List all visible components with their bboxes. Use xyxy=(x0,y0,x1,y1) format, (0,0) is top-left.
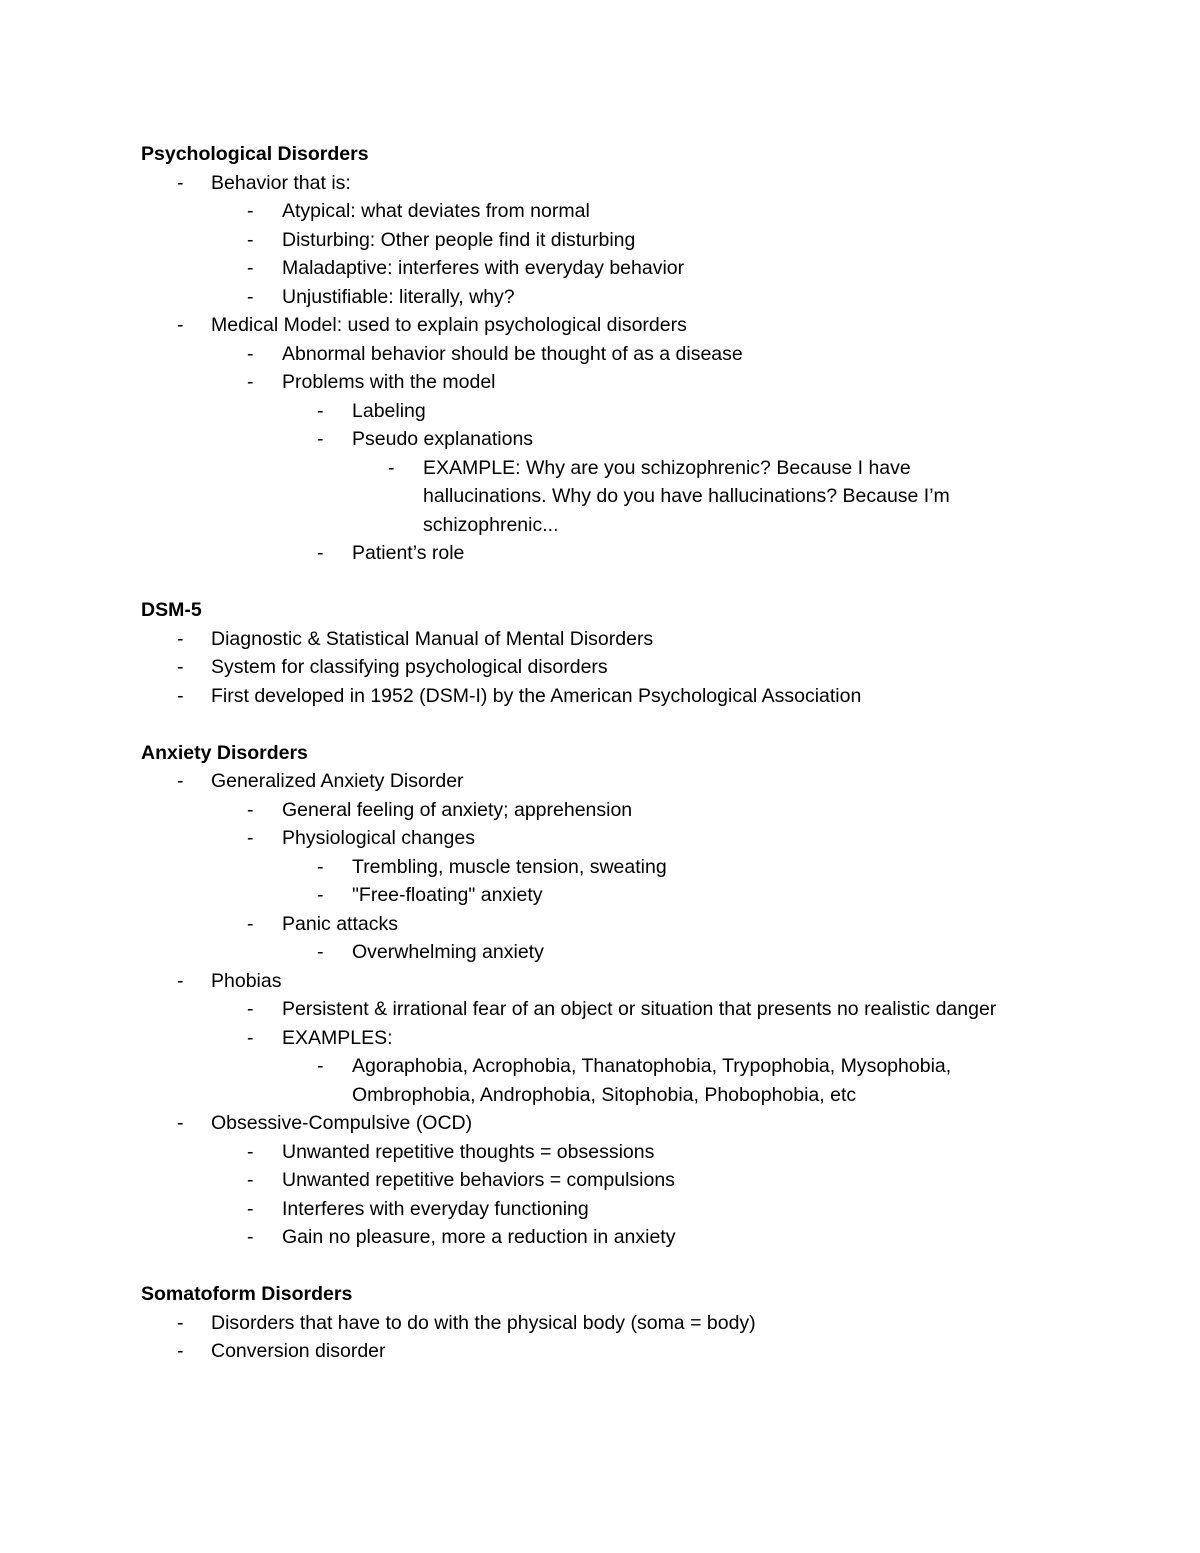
bullet-dash: - xyxy=(247,912,254,935)
list-item xyxy=(141,1138,1041,1167)
list-item-text: Trembling, muscle tension, sweating xyxy=(352,855,667,878)
bullet-dash: - xyxy=(177,770,184,792)
list-item xyxy=(141,653,1041,682)
document-page xyxy=(141,140,1041,1366)
bullet-dash: - xyxy=(177,1340,184,1362)
list-item-text: Atypical: what deviates from normal xyxy=(282,200,590,222)
list-item-text: Maladaptive: interferes with everyday behavior xyxy=(282,257,685,279)
list-item-text: Interferes with everyday functioning xyxy=(282,1197,589,1220)
list-item-text: Generalized Anxiety Disorder xyxy=(211,770,464,792)
bullet-dash: - xyxy=(247,1169,254,1191)
list-item-text: Panic attacks xyxy=(282,912,398,935)
section-heading: Psychological Disorders xyxy=(141,143,369,165)
section-heading: Anxiety Disorders xyxy=(141,741,308,764)
bullet-dash: - xyxy=(247,228,254,251)
bullet-dash: - xyxy=(177,656,184,678)
list-item-text: Physiological changes xyxy=(282,827,475,849)
bullet-dash: - xyxy=(317,542,324,564)
list-item-text: Pseudo explanations xyxy=(352,428,534,450)
bullet-dash: - xyxy=(317,399,324,422)
list-item xyxy=(141,1052,1041,1109)
list-item xyxy=(141,625,1041,654)
list-item xyxy=(141,397,1041,426)
list-item-text: Medical Model: used to explain psychological disorders xyxy=(211,314,687,336)
bullet-dash: - xyxy=(247,1197,254,1220)
list-item-text: Overwhelming anxiety xyxy=(352,941,544,963)
bullet-dash: - xyxy=(177,969,184,992)
section xyxy=(141,140,1041,568)
list-item xyxy=(141,197,1041,226)
list-item-text: Obsessive-Compulsive (OCD) xyxy=(211,1112,473,1134)
list-item xyxy=(141,682,1041,711)
list-item-text: Unwanted repetitive behaviors = compulsions xyxy=(282,1169,675,1191)
list-item xyxy=(141,1166,1041,1195)
list-item xyxy=(141,767,1041,796)
bullet-dash: - xyxy=(177,684,184,707)
list-item xyxy=(141,796,1041,825)
list-item xyxy=(141,226,1041,255)
list-item-text: Abnormal behavior should be thought of as a disease xyxy=(282,342,743,365)
list-item-text: Agoraphobia, Acrophobia, Thanatophobia, Trypophobia, Mysophobia, Ombrophobia, Androphobia, Sitophobia, Phobophobia, etc xyxy=(352,1055,952,1106)
list-item xyxy=(141,539,1041,568)
section xyxy=(141,739,1041,1252)
list-item xyxy=(141,1337,1041,1366)
bullet-dash: - xyxy=(247,200,254,222)
bullet-dash: - xyxy=(247,1026,254,1049)
list-item-text: "Free-floating" anxiety xyxy=(352,884,543,906)
list-item xyxy=(141,169,1041,198)
list-item xyxy=(141,910,1041,939)
bullet-dash: - xyxy=(317,884,324,906)
list-item-text: Patient’s role xyxy=(352,542,465,564)
list-item-text: EXAMPLE: Why are you schizophrenic? Because I have hallucinations. Why do you have hallucinations? Because I’m schizophrenic... xyxy=(423,456,950,536)
list-item xyxy=(141,853,1041,882)
bullet-dash: - xyxy=(317,941,324,963)
bullet-dash: - xyxy=(317,855,324,878)
list-item-text: Unwanted repetitive thoughts = obsessions xyxy=(282,1140,655,1163)
list-item xyxy=(141,995,1041,1024)
list-item-text: Disorders that have to do with the physical body (soma = body) xyxy=(211,1311,756,1334)
bullet-dash: - xyxy=(388,456,395,479)
bullet-dash: - xyxy=(317,1055,324,1077)
list-item xyxy=(141,1109,1041,1138)
bullet-dash: - xyxy=(247,798,254,821)
list-item-text: First developed in 1952 (DSM-I) by the American Psychological Association xyxy=(211,684,862,707)
section-spacer xyxy=(141,710,1041,739)
list-item xyxy=(141,967,1041,996)
bullet-dash: - xyxy=(247,1226,254,1248)
list-item xyxy=(141,824,1041,853)
list-item-text: Labeling xyxy=(352,399,426,422)
section-heading: DSM-5 xyxy=(141,599,202,621)
list-item-text: Phobias xyxy=(211,969,282,992)
section xyxy=(141,1280,1041,1366)
list-item-text: General feeling of anxiety; apprehension xyxy=(282,798,633,821)
bullet-dash: - xyxy=(177,627,184,650)
section-spacer xyxy=(141,1252,1041,1281)
list-item-text: EXAMPLES: xyxy=(282,1026,393,1049)
list-item-text: Diagnostic & Statistical Manual of Mental Disorders xyxy=(211,627,654,650)
bullet-dash: - xyxy=(247,285,254,308)
section-heading: Somatoform Disorders xyxy=(141,1283,353,1305)
list-item-text: System for classifying psychological disorders xyxy=(211,656,608,678)
list-item-text: Behavior that is: xyxy=(211,171,351,194)
list-item xyxy=(141,283,1041,312)
bullet-dash: - xyxy=(177,1311,184,1334)
bullet-dash: - xyxy=(247,342,254,365)
bullet-dash: - xyxy=(247,257,254,279)
list-item-text: Persistent & irrational fear of an object or situation that presents no realistic danger xyxy=(282,998,997,1020)
list-item xyxy=(141,938,1041,967)
list-item xyxy=(141,254,1041,283)
list-item-text: Problems with the model xyxy=(282,371,496,393)
list-item-text: Disturbing: Other people find it disturbing xyxy=(282,228,636,251)
list-item xyxy=(141,1223,1041,1252)
bullet-dash: - xyxy=(247,1140,254,1163)
list-item xyxy=(141,311,1041,340)
list-item xyxy=(141,1195,1041,1224)
list-item xyxy=(141,340,1041,369)
bullet-dash: - xyxy=(177,314,184,336)
list-item xyxy=(141,454,1041,540)
list-item-text: Conversion disorder xyxy=(211,1340,386,1362)
list-item-text: Gain no pleasure, more a reduction in anxiety xyxy=(282,1226,676,1248)
list-item xyxy=(141,1309,1041,1338)
bullet-dash: - xyxy=(247,827,254,849)
list-item xyxy=(141,425,1041,454)
bullet-dash: - xyxy=(247,998,254,1020)
bullet-dash: - xyxy=(317,428,324,450)
bullet-dash: - xyxy=(247,371,254,393)
section-spacer xyxy=(141,568,1041,597)
bullet-dash: - xyxy=(177,171,184,194)
list-item-text: Unjustifiable: literally, why? xyxy=(282,285,515,308)
list-item xyxy=(141,1024,1041,1053)
section xyxy=(141,596,1041,710)
bullet-dash: - xyxy=(177,1112,184,1134)
list-item xyxy=(141,881,1041,910)
list-item xyxy=(141,368,1041,397)
